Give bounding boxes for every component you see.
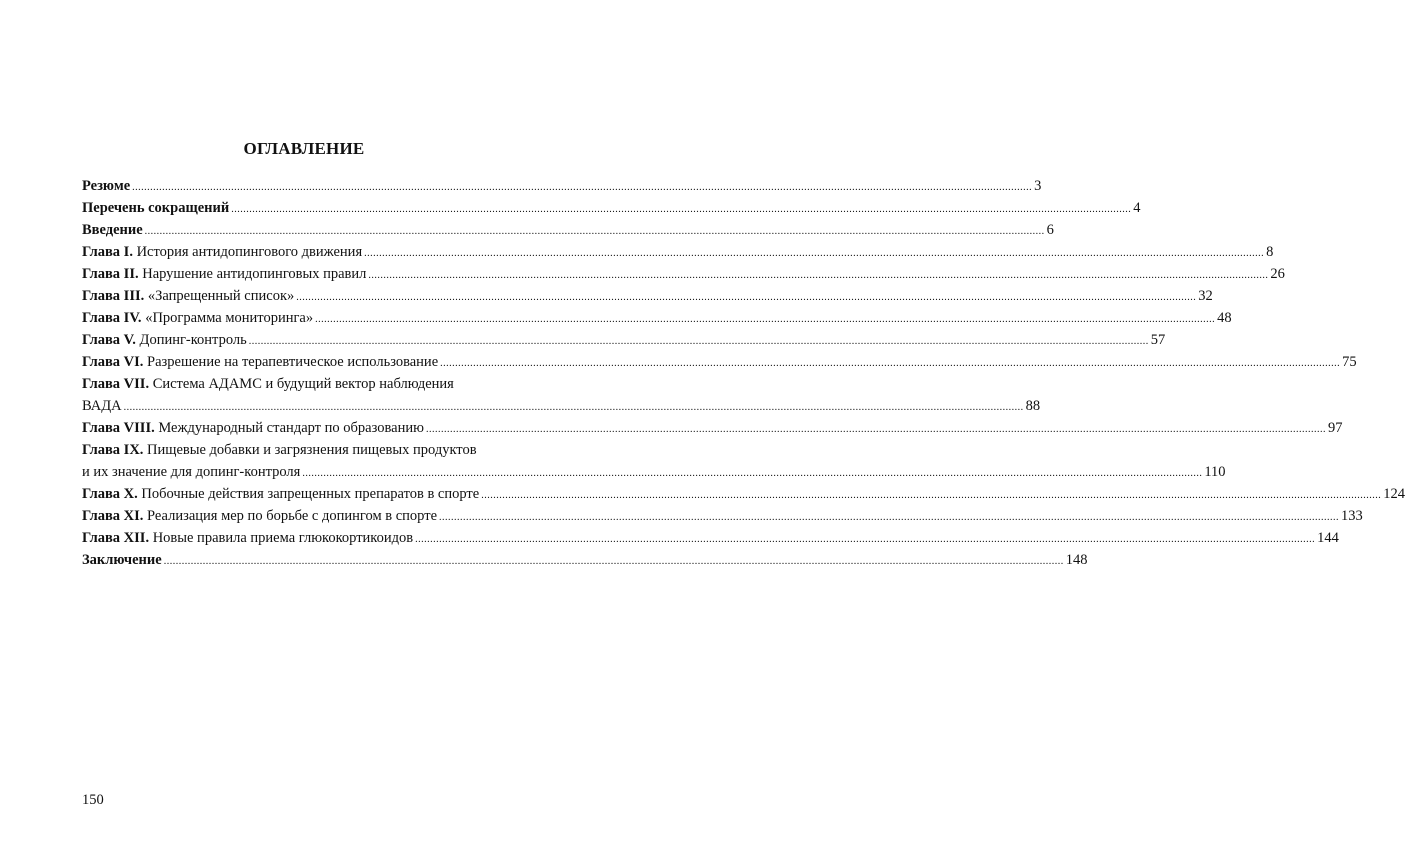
toc-chapter-label: Глава IV. bbox=[82, 310, 142, 326]
toc-chapter-title-continued: ВАДА bbox=[82, 398, 122, 414]
toc-page-number: 6 bbox=[1046, 222, 1054, 238]
toc-line bbox=[82, 197, 1141, 219]
toc-chapter-title: Допинг-контроль bbox=[139, 332, 247, 348]
toc-line bbox=[82, 307, 1232, 329]
toc-page-number: 57 bbox=[1150, 332, 1166, 348]
toc-chapter-title: Реализация мер по борьбе с допингом в спорте bbox=[147, 508, 438, 524]
toc-page-number: 148 bbox=[1065, 552, 1088, 568]
toc-leader-dots: ............................................................................................................................................................................................................................................................................................................ bbox=[368, 270, 1269, 281]
toc-line bbox=[82, 395, 1041, 417]
toc-chapter-label: Глава VII. bbox=[82, 376, 150, 392]
toc-entry[interactable] bbox=[82, 483, 1405, 505]
toc-leader-dots: ............................................................................................................................................................................................................................................................................................................ bbox=[123, 402, 1024, 413]
toc-entry[interactable] bbox=[82, 175, 1042, 197]
toc-entry[interactable] bbox=[82, 549, 1088, 571]
toc-chapter-title: «Запрещенный список» bbox=[147, 288, 295, 304]
toc-leader-dots: ............................................................................................................................................................................................................................................................................................................ bbox=[132, 182, 1033, 193]
toc-chapter-title: Новые правила приема глюкокортикоидов bbox=[152, 530, 414, 546]
toc-entry[interactable] bbox=[82, 417, 1343, 439]
toc-chapter-label: Глава VIII. bbox=[82, 420, 155, 436]
toc-page-number: 8 bbox=[1266, 244, 1274, 260]
toc-page-number: 133 bbox=[1341, 508, 1363, 524]
toc-leader-dots: ............................................................................................................................................................................................................................................................................................................ bbox=[163, 556, 1064, 567]
toc-line bbox=[82, 241, 1274, 263]
toc-entry[interactable] bbox=[82, 527, 1339, 549]
toc-chapter-title-continued: и их значение для допинг-контроля bbox=[82, 464, 301, 480]
toc-entry[interactable] bbox=[82, 241, 1274, 263]
toc-chapter-title: Система АДАМС и будущий вектор наблюдения bbox=[152, 376, 454, 392]
page-title: ОГЛАВЛЕНИЕ bbox=[243, 139, 365, 158]
toc-chapter-label: Глава XI. bbox=[82, 508, 144, 524]
toc-line bbox=[82, 263, 1285, 285]
toc-entry[interactable] bbox=[82, 263, 1285, 285]
toc-entry[interactable] bbox=[82, 219, 1054, 241]
toc-chapter-title: Международный стандарт по образованию bbox=[158, 420, 424, 436]
toc-chapter-label: Глава V. bbox=[82, 332, 136, 348]
toc-leader-dots: ............................................................................................................................................................................................................................................................................................................ bbox=[425, 424, 1326, 435]
toc-line bbox=[82, 439, 528, 461]
toc-chapter-label: Резюме bbox=[82, 178, 131, 194]
toc-chapter-title: Нарушение антидопинговых правил bbox=[142, 266, 367, 282]
toc-page-number: 75 bbox=[1342, 354, 1357, 370]
toc-chapter-title: Пищевые добавки и загрязнения пищевых продуктов bbox=[147, 442, 477, 458]
toc-line bbox=[82, 483, 1405, 505]
toc-line bbox=[82, 285, 1213, 307]
toc-page-number: 48 bbox=[1217, 310, 1232, 326]
toc-leader-dots: ............................................................................................................................................................................................................................................................................................................ bbox=[481, 490, 1382, 501]
toc-line bbox=[82, 505, 1363, 527]
toc-page-number: 4 bbox=[1133, 200, 1141, 216]
toc-page-number: 97 bbox=[1327, 420, 1343, 436]
toc-chapter-label: Глава IX. bbox=[82, 442, 144, 458]
toc-entry[interactable] bbox=[82, 505, 1363, 527]
toc-entry[interactable] bbox=[82, 439, 1226, 483]
toc-page-number: 88 bbox=[1025, 398, 1041, 414]
toc-line bbox=[82, 329, 1166, 351]
toc-entry[interactable] bbox=[82, 373, 1041, 417]
toc-entry[interactable] bbox=[82, 307, 1232, 329]
toc-entry[interactable] bbox=[82, 351, 1357, 373]
toc-entry[interactable] bbox=[82, 329, 1166, 351]
toc-leader-dots: ............................................................................................................................................................................................................................................................................................................ bbox=[364, 248, 1265, 259]
toc-chapter-label: Заключение bbox=[82, 552, 162, 568]
toc-line bbox=[82, 461, 1226, 483]
toc-page-number: 3 bbox=[1034, 178, 1042, 194]
toc-leader-dots: ............................................................................................................................................................................................................................................................................................................ bbox=[315, 314, 1216, 325]
toc-line bbox=[82, 417, 1343, 439]
toc-chapter-title: Побочные действия запрещенных препаратов в спорте bbox=[141, 486, 480, 502]
toc-leader-dots: ............................................................................................................................................................................................................................................................................................................ bbox=[296, 292, 1197, 303]
toc-leader-dots: ............................................................................................................................................................................................................................................................................................................ bbox=[440, 358, 1341, 369]
toc-line bbox=[82, 373, 528, 395]
toc-chapter-title: История антидопингового движения bbox=[136, 244, 363, 260]
toc-page-number: 110 bbox=[1204, 464, 1226, 480]
toc-page-number: 26 bbox=[1270, 266, 1285, 282]
toc-line bbox=[82, 527, 1339, 549]
toc-chapter-label: Глава X. bbox=[82, 486, 138, 502]
toc-entry[interactable] bbox=[82, 197, 1141, 219]
toc-chapter-label: Перечень сокращений bbox=[82, 200, 230, 216]
toc-leader-dots: ............................................................................................................................................................................................................................................................................................................ bbox=[415, 534, 1316, 545]
toc-leader-dots: ............................................................................................................................................................................................................................................................................................................ bbox=[302, 468, 1203, 479]
toc-page-number: 144 bbox=[1317, 530, 1339, 546]
toc-chapter-label: Глава I. bbox=[82, 244, 133, 260]
toc-chapter-title: «Программа мониторинга» bbox=[145, 310, 314, 326]
toc-line bbox=[82, 549, 1088, 571]
toc-page-number: 32 bbox=[1198, 288, 1213, 304]
toc-leader-dots: ............................................................................................................................................................................................................................................................................................................ bbox=[439, 512, 1340, 523]
toc-page-number: 124 bbox=[1383, 486, 1405, 502]
toc-chapter-label: Введение bbox=[82, 222, 143, 238]
toc-line bbox=[82, 351, 1357, 373]
toc-chapter-label: Глава XII. bbox=[82, 530, 150, 546]
page-number: 150 bbox=[82, 792, 104, 808]
toc-line bbox=[82, 219, 1054, 241]
table-of-contents bbox=[82, 175, 1405, 571]
toc-line bbox=[82, 175, 1042, 197]
toc-chapter-label: Глава III. bbox=[82, 288, 145, 304]
toc-leader-dots: ............................................................................................................................................................................................................................................................................................................ bbox=[231, 204, 1132, 215]
toc-chapter-title: Разрешение на терапевтическое использование bbox=[147, 354, 439, 370]
toc-leader-dots: ............................................................................................................................................................................................................................................................................................................ bbox=[144, 226, 1045, 237]
toc-chapter-label: Глава VI. bbox=[82, 354, 144, 370]
toc-chapter-label: Глава II. bbox=[82, 266, 139, 282]
toc-leader-dots: ............................................................................................................................................................................................................................................................................................................ bbox=[248, 336, 1149, 347]
toc-entry[interactable] bbox=[82, 285, 1213, 307]
